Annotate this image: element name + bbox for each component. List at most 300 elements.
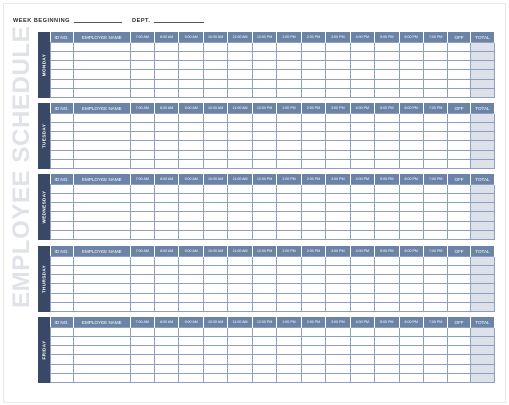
schedule-cell[interactable] (179, 346, 203, 355)
schedule-cell[interactable] (277, 203, 301, 212)
schedule-cell[interactable] (252, 79, 276, 88)
schedule-cell[interactable] (326, 203, 350, 212)
schedule-cell[interactable] (252, 355, 276, 364)
schedule-cell[interactable] (277, 185, 301, 194)
schedule-cell[interactable] (130, 52, 154, 61)
total-cell[interactable] (470, 275, 494, 284)
schedule-cell[interactable] (399, 52, 423, 61)
schedule-cell[interactable] (252, 275, 276, 284)
schedule-cell[interactable] (326, 257, 350, 266)
schedule-cell[interactable] (154, 185, 178, 194)
schedule-cell[interactable] (326, 302, 350, 311)
schedule-cell[interactable] (179, 150, 203, 159)
schedule-cell[interactable] (375, 293, 399, 302)
employee-name-cell[interactable] (74, 132, 130, 141)
schedule-cell[interactable] (154, 88, 178, 97)
schedule-cell[interactable] (350, 52, 374, 61)
schedule-cell[interactable] (350, 302, 374, 311)
off-cell[interactable] (448, 337, 470, 346)
schedule-cell[interactable] (301, 43, 325, 52)
schedule-cell[interactable] (130, 230, 154, 239)
schedule-cell[interactable] (154, 230, 178, 239)
employee-name-cell[interactable] (74, 337, 130, 346)
schedule-cell[interactable] (399, 61, 423, 70)
schedule-cell[interactable] (154, 221, 178, 230)
total-cell[interactable] (470, 346, 494, 355)
schedule-cell[interactable] (277, 275, 301, 284)
off-cell[interactable] (448, 132, 470, 141)
schedule-cell[interactable] (154, 43, 178, 52)
schedule-cell[interactable] (350, 275, 374, 284)
schedule-cell[interactable] (301, 141, 325, 150)
schedule-cell[interactable] (399, 70, 423, 79)
schedule-cell[interactable] (203, 257, 227, 266)
total-cell[interactable] (470, 328, 494, 337)
schedule-cell[interactable] (375, 302, 399, 311)
schedule-cell[interactable] (252, 230, 276, 239)
schedule-cell[interactable] (350, 194, 374, 203)
schedule-cell[interactable] (423, 230, 447, 239)
schedule-cell[interactable] (130, 364, 154, 373)
schedule-cell[interactable] (228, 114, 252, 123)
schedule-cell[interactable] (203, 123, 227, 132)
schedule-cell[interactable] (375, 346, 399, 355)
schedule-cell[interactable] (399, 150, 423, 159)
schedule-cell[interactable] (203, 293, 227, 302)
schedule-cell[interactable] (326, 79, 350, 88)
schedule-cell[interactable] (203, 52, 227, 61)
off-cell[interactable] (448, 194, 470, 203)
schedule-cell[interactable] (399, 266, 423, 275)
schedule-cell[interactable] (277, 150, 301, 159)
schedule-cell[interactable] (252, 337, 276, 346)
schedule-cell[interactable] (277, 194, 301, 203)
schedule-cell[interactable] (350, 70, 374, 79)
id-cell[interactable] (51, 221, 74, 230)
schedule-cell[interactable] (350, 284, 374, 293)
schedule-cell[interactable] (179, 373, 203, 382)
schedule-cell[interactable] (252, 302, 276, 311)
schedule-cell[interactable] (203, 328, 227, 337)
id-cell[interactable] (51, 346, 74, 355)
employee-name-cell[interactable] (74, 266, 130, 275)
total-cell[interactable] (470, 284, 494, 293)
id-cell[interactable] (51, 132, 74, 141)
total-cell[interactable] (470, 70, 494, 79)
schedule-cell[interactable] (179, 328, 203, 337)
schedule-cell[interactable] (301, 337, 325, 346)
schedule-cell[interactable] (252, 132, 276, 141)
schedule-cell[interactable] (399, 43, 423, 52)
schedule-cell[interactable] (228, 266, 252, 275)
schedule-cell[interactable] (277, 114, 301, 123)
schedule-cell[interactable] (350, 88, 374, 97)
schedule-cell[interactable] (423, 203, 447, 212)
total-cell[interactable] (470, 364, 494, 373)
schedule-cell[interactable] (277, 159, 301, 168)
id-cell[interactable] (51, 328, 74, 337)
id-cell[interactable] (51, 114, 74, 123)
schedule-cell[interactable] (277, 364, 301, 373)
schedule-cell[interactable] (375, 373, 399, 382)
schedule-cell[interactable] (399, 355, 423, 364)
id-cell[interactable] (51, 194, 74, 203)
schedule-cell[interactable] (423, 194, 447, 203)
schedule-cell[interactable] (423, 266, 447, 275)
schedule-cell[interactable] (154, 257, 178, 266)
schedule-cell[interactable] (179, 194, 203, 203)
schedule-cell[interactable] (179, 88, 203, 97)
schedule-cell[interactable] (277, 212, 301, 221)
schedule-cell[interactable] (277, 337, 301, 346)
schedule-cell[interactable] (301, 132, 325, 141)
id-cell[interactable] (51, 230, 74, 239)
schedule-cell[interactable] (203, 266, 227, 275)
schedule-cell[interactable] (252, 328, 276, 337)
schedule-cell[interactable] (375, 185, 399, 194)
schedule-cell[interactable] (326, 364, 350, 373)
schedule-cell[interactable] (423, 337, 447, 346)
schedule-cell[interactable] (252, 364, 276, 373)
schedule-cell[interactable] (203, 373, 227, 382)
schedule-cell[interactable] (228, 364, 252, 373)
schedule-cell[interactable] (375, 159, 399, 168)
id-cell[interactable] (51, 293, 74, 302)
total-cell[interactable] (470, 150, 494, 159)
schedule-cell[interactable] (350, 150, 374, 159)
employee-name-cell[interactable] (74, 355, 130, 364)
schedule-cell[interactable] (301, 159, 325, 168)
schedule-cell[interactable] (179, 141, 203, 150)
schedule-cell[interactable] (350, 266, 374, 275)
off-cell[interactable] (448, 346, 470, 355)
schedule-cell[interactable] (130, 284, 154, 293)
schedule-cell[interactable] (179, 302, 203, 311)
off-cell[interactable] (448, 212, 470, 221)
off-cell[interactable] (448, 221, 470, 230)
schedule-cell[interactable] (277, 328, 301, 337)
employee-name-cell[interactable] (74, 346, 130, 355)
schedule-cell[interactable] (375, 43, 399, 52)
schedule-cell[interactable] (277, 52, 301, 61)
schedule-cell[interactable] (154, 52, 178, 61)
schedule-cell[interactable] (399, 257, 423, 266)
schedule-cell[interactable] (130, 70, 154, 79)
schedule-cell[interactable] (154, 159, 178, 168)
id-cell[interactable] (51, 373, 74, 382)
schedule-cell[interactable] (203, 88, 227, 97)
schedule-cell[interactable] (326, 284, 350, 293)
schedule-cell[interactable] (350, 185, 374, 194)
schedule-cell[interactable] (179, 355, 203, 364)
schedule-cell[interactable] (179, 79, 203, 88)
schedule-cell[interactable] (228, 355, 252, 364)
schedule-cell[interactable] (399, 364, 423, 373)
total-cell[interactable] (470, 337, 494, 346)
schedule-cell[interactable] (203, 355, 227, 364)
schedule-cell[interactable] (203, 159, 227, 168)
schedule-cell[interactable] (423, 346, 447, 355)
schedule-cell[interactable] (423, 43, 447, 52)
total-cell[interactable] (470, 257, 494, 266)
schedule-cell[interactable] (399, 159, 423, 168)
employee-name-cell[interactable] (74, 364, 130, 373)
total-cell[interactable] (470, 194, 494, 203)
schedule-cell[interactable] (203, 212, 227, 221)
id-cell[interactable] (51, 364, 74, 373)
schedule-cell[interactable] (326, 185, 350, 194)
schedule-cell[interactable] (375, 150, 399, 159)
off-cell[interactable] (448, 203, 470, 212)
schedule-cell[interactable] (130, 185, 154, 194)
schedule-cell[interactable] (179, 123, 203, 132)
schedule-cell[interactable] (423, 221, 447, 230)
schedule-cell[interactable] (350, 373, 374, 382)
employee-name-cell[interactable] (74, 373, 130, 382)
schedule-cell[interactable] (326, 194, 350, 203)
schedule-cell[interactable] (179, 364, 203, 373)
schedule-cell[interactable] (399, 141, 423, 150)
week-beginning-field[interactable] (74, 22, 122, 23)
schedule-cell[interactable] (130, 123, 154, 132)
schedule-cell[interactable] (130, 150, 154, 159)
schedule-cell[interactable] (350, 159, 374, 168)
schedule-cell[interactable] (423, 150, 447, 159)
schedule-cell[interactable] (228, 221, 252, 230)
schedule-cell[interactable] (350, 221, 374, 230)
schedule-cell[interactable] (301, 70, 325, 79)
schedule-cell[interactable] (228, 328, 252, 337)
employee-name-cell[interactable] (74, 185, 130, 194)
employee-name-cell[interactable] (74, 70, 130, 79)
off-cell[interactable] (448, 52, 470, 61)
schedule-cell[interactable] (203, 150, 227, 159)
schedule-cell[interactable] (203, 79, 227, 88)
total-cell[interactable] (470, 355, 494, 364)
schedule-cell[interactable] (423, 257, 447, 266)
schedule-cell[interactable] (301, 114, 325, 123)
schedule-cell[interactable] (350, 43, 374, 52)
schedule-cell[interactable] (154, 364, 178, 373)
schedule-cell[interactable] (350, 203, 374, 212)
off-cell[interactable] (448, 150, 470, 159)
total-cell[interactable] (470, 159, 494, 168)
schedule-cell[interactable] (203, 337, 227, 346)
off-cell[interactable] (448, 43, 470, 52)
off-cell[interactable] (448, 257, 470, 266)
schedule-cell[interactable] (154, 337, 178, 346)
off-cell[interactable] (448, 185, 470, 194)
schedule-cell[interactable] (130, 266, 154, 275)
employee-name-cell[interactable] (74, 141, 130, 150)
employee-name-cell[interactable] (74, 293, 130, 302)
schedule-cell[interactable] (228, 293, 252, 302)
off-cell[interactable] (448, 61, 470, 70)
schedule-cell[interactable] (130, 141, 154, 150)
schedule-cell[interactable] (375, 230, 399, 239)
schedule-cell[interactable] (277, 257, 301, 266)
schedule-cell[interactable] (350, 132, 374, 141)
schedule-cell[interactable] (228, 123, 252, 132)
schedule-cell[interactable] (203, 132, 227, 141)
schedule-cell[interactable] (399, 221, 423, 230)
id-cell[interactable] (51, 61, 74, 70)
schedule-cell[interactable] (301, 373, 325, 382)
off-cell[interactable] (448, 284, 470, 293)
schedule-cell[interactable] (399, 293, 423, 302)
schedule-cell[interactable] (252, 114, 276, 123)
employee-name-cell[interactable] (74, 203, 130, 212)
off-cell[interactable] (448, 88, 470, 97)
schedule-cell[interactable] (277, 266, 301, 275)
schedule-cell[interactable] (203, 185, 227, 194)
schedule-cell[interactable] (350, 114, 374, 123)
schedule-cell[interactable] (179, 337, 203, 346)
schedule-cell[interactable] (301, 212, 325, 221)
schedule-cell[interactable] (301, 293, 325, 302)
schedule-cell[interactable] (301, 355, 325, 364)
schedule-cell[interactable] (130, 337, 154, 346)
schedule-cell[interactable] (301, 275, 325, 284)
schedule-cell[interactable] (326, 43, 350, 52)
employee-name-cell[interactable] (74, 43, 130, 52)
schedule-cell[interactable] (130, 373, 154, 382)
schedule-cell[interactable] (203, 364, 227, 373)
schedule-cell[interactable] (228, 43, 252, 52)
schedule-cell[interactable] (228, 257, 252, 266)
total-cell[interactable] (470, 185, 494, 194)
schedule-cell[interactable] (326, 328, 350, 337)
schedule-cell[interactable] (350, 257, 374, 266)
schedule-cell[interactable] (399, 185, 423, 194)
schedule-cell[interactable] (350, 212, 374, 221)
schedule-cell[interactable] (203, 43, 227, 52)
employee-name-cell[interactable] (74, 61, 130, 70)
schedule-cell[interactable] (203, 70, 227, 79)
employee-name-cell[interactable] (74, 159, 130, 168)
schedule-cell[interactable] (228, 141, 252, 150)
total-cell[interactable] (470, 61, 494, 70)
schedule-cell[interactable] (252, 150, 276, 159)
total-cell[interactable] (470, 373, 494, 382)
schedule-cell[interactable] (350, 328, 374, 337)
schedule-cell[interactable] (130, 221, 154, 230)
schedule-cell[interactable] (130, 114, 154, 123)
id-cell[interactable] (51, 141, 74, 150)
schedule-cell[interactable] (228, 302, 252, 311)
schedule-cell[interactable] (399, 373, 423, 382)
schedule-cell[interactable] (154, 275, 178, 284)
schedule-cell[interactable] (423, 88, 447, 97)
schedule-cell[interactable] (228, 79, 252, 88)
schedule-cell[interactable] (326, 88, 350, 97)
schedule-cell[interactable] (423, 114, 447, 123)
schedule-cell[interactable] (423, 61, 447, 70)
schedule-cell[interactable] (130, 328, 154, 337)
schedule-cell[interactable] (179, 266, 203, 275)
off-cell[interactable] (448, 328, 470, 337)
schedule-cell[interactable] (130, 159, 154, 168)
schedule-cell[interactable] (154, 141, 178, 150)
schedule-cell[interactable] (154, 346, 178, 355)
schedule-cell[interactable] (179, 230, 203, 239)
schedule-cell[interactable] (277, 88, 301, 97)
schedule-cell[interactable] (375, 61, 399, 70)
schedule-cell[interactable] (423, 52, 447, 61)
id-cell[interactable] (51, 185, 74, 194)
off-cell[interactable] (448, 373, 470, 382)
employee-name-cell[interactable] (74, 284, 130, 293)
schedule-cell[interactable] (277, 70, 301, 79)
id-cell[interactable] (51, 212, 74, 221)
schedule-cell[interactable] (154, 212, 178, 221)
schedule-cell[interactable] (179, 52, 203, 61)
schedule-cell[interactable] (228, 52, 252, 61)
schedule-cell[interactable] (252, 203, 276, 212)
schedule-cell[interactable] (423, 302, 447, 311)
id-cell[interactable] (51, 123, 74, 132)
schedule-cell[interactable] (423, 373, 447, 382)
schedule-cell[interactable] (423, 79, 447, 88)
id-cell[interactable] (51, 150, 74, 159)
schedule-cell[interactable] (252, 257, 276, 266)
schedule-cell[interactable] (399, 275, 423, 284)
schedule-cell[interactable] (375, 203, 399, 212)
schedule-cell[interactable] (252, 52, 276, 61)
schedule-cell[interactable] (375, 132, 399, 141)
schedule-cell[interactable] (301, 346, 325, 355)
employee-name-cell[interactable] (74, 52, 130, 61)
schedule-cell[interactable] (350, 79, 374, 88)
schedule-cell[interactable] (326, 123, 350, 132)
schedule-cell[interactable] (301, 302, 325, 311)
schedule-cell[interactable] (228, 275, 252, 284)
schedule-cell[interactable] (203, 221, 227, 230)
schedule-cell[interactable] (179, 61, 203, 70)
schedule-cell[interactable] (252, 159, 276, 168)
schedule-cell[interactable] (277, 141, 301, 150)
total-cell[interactable] (470, 123, 494, 132)
schedule-cell[interactable] (179, 185, 203, 194)
schedule-cell[interactable] (301, 123, 325, 132)
schedule-cell[interactable] (228, 212, 252, 221)
schedule-cell[interactable] (326, 61, 350, 70)
schedule-cell[interactable] (154, 61, 178, 70)
schedule-cell[interactable] (252, 373, 276, 382)
off-cell[interactable] (448, 114, 470, 123)
id-cell[interactable] (51, 159, 74, 168)
schedule-cell[interactable] (203, 302, 227, 311)
schedule-cell[interactable] (179, 293, 203, 302)
schedule-cell[interactable] (423, 141, 447, 150)
schedule-cell[interactable] (326, 52, 350, 61)
off-cell[interactable] (448, 79, 470, 88)
schedule-cell[interactable] (350, 123, 374, 132)
schedule-cell[interactable] (399, 284, 423, 293)
schedule-cell[interactable] (252, 141, 276, 150)
schedule-cell[interactable] (277, 284, 301, 293)
schedule-cell[interactable] (228, 159, 252, 168)
schedule-cell[interactable] (252, 284, 276, 293)
schedule-cell[interactable] (203, 194, 227, 203)
schedule-cell[interactable] (203, 114, 227, 123)
schedule-cell[interactable] (399, 328, 423, 337)
employee-name-cell[interactable] (74, 114, 130, 123)
schedule-cell[interactable] (130, 257, 154, 266)
total-cell[interactable] (470, 52, 494, 61)
total-cell[interactable] (470, 79, 494, 88)
schedule-cell[interactable] (375, 364, 399, 373)
